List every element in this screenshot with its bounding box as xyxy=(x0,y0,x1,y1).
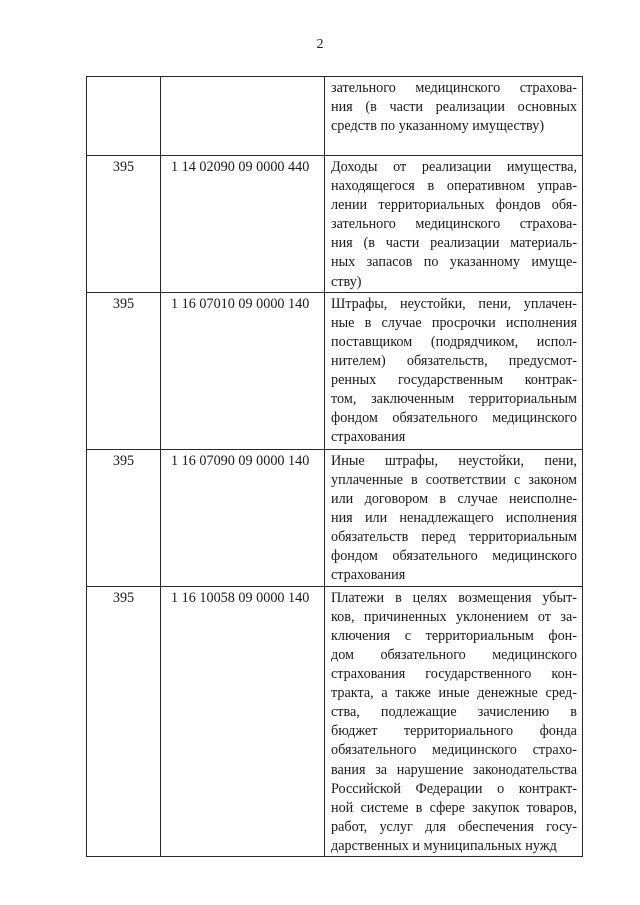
income-name-line: Российской Федерации о контракт- xyxy=(331,780,577,797)
income-name-line: нителем) обязательств, предусмот- xyxy=(331,352,577,369)
income-name-line: бюджет территориального фонда xyxy=(331,723,577,740)
income-name-line: Иные штрафы, неустойки, пени, xyxy=(331,452,577,469)
budget-code-cell: 1 16 07090 09 0000 140 xyxy=(161,449,325,586)
income-name-line: работ, услуг для обеспечения госу- xyxy=(331,818,577,835)
admin-code-cell: 395 xyxy=(87,449,161,586)
income-name-line: обязательств перед территориальным xyxy=(331,529,577,546)
income-name-line: фондом обязательного медицинского xyxy=(331,548,577,565)
income-name-line: Платежи в целях возмещения убыт- xyxy=(331,589,577,606)
income-name-line: ству) xyxy=(331,273,362,290)
income-name-line: ков, причиненных уклонением от за- xyxy=(331,608,577,625)
income-name-line: тракта, а также иные денежные сред- xyxy=(331,685,577,702)
income-name-line: уплаченные в соответствии с законом xyxy=(331,471,577,488)
income-name-cell xyxy=(325,77,583,156)
income-name-line: ренных государственным контрак- xyxy=(331,372,577,389)
income-name-line: страхования xyxy=(331,429,406,446)
income-name-line: находящегося в оперативном управ- xyxy=(331,178,577,195)
table-row xyxy=(87,449,583,586)
income-name-line: том, заключенным территориальным xyxy=(331,391,577,408)
income-name-line: зательного медицинского страхова- xyxy=(331,80,577,96)
income-name-line: ключения с территориальным фон- xyxy=(331,627,577,644)
income-name-cell xyxy=(325,449,583,586)
income-name-line: ства, подлежащие зачислению в xyxy=(331,704,577,721)
income-name-line: Штрафы, неустойки, пени, уплачен- xyxy=(331,295,577,312)
page-number: 2 xyxy=(316,37,324,52)
income-name-line: страхования xyxy=(331,567,406,584)
admin-code-cell xyxy=(87,77,161,156)
budget-code-cell: 1 16 10058 09 0000 140 xyxy=(161,586,325,856)
admin-code-cell: 395 xyxy=(87,586,161,856)
income-name-line: ния или ненадлежащего исполнения xyxy=(331,509,577,526)
table-row xyxy=(87,586,583,856)
income-name-line: ной системе в сфере закупок товаров, xyxy=(331,799,577,816)
income-name-line: поставщиком (подрядчиком, испол- xyxy=(331,333,577,350)
admin-code-cell: 395 xyxy=(87,156,161,293)
income-name-line: лении территориальных фондов обя- xyxy=(331,197,577,214)
budget-code-cell: 1 14 02090 09 0000 440 xyxy=(161,156,325,293)
budget-code-cell xyxy=(161,77,325,156)
income-name-cell xyxy=(325,586,583,856)
income-name-line: страхования государственного кон- xyxy=(331,666,577,683)
table-row xyxy=(87,292,583,449)
income-name-line: вания за нарушение законодательства xyxy=(331,761,577,778)
table-body xyxy=(87,77,583,857)
income-name-line: или договором в случае неисполне- xyxy=(331,490,577,507)
income-name-cell xyxy=(325,156,583,293)
income-name-line: ния (в части реализации материаль- xyxy=(331,235,577,252)
budget-classification-table xyxy=(86,76,583,857)
income-name-line: средств по указанному имуществу) xyxy=(331,118,545,135)
admin-code-cell: 395 xyxy=(87,292,161,449)
income-name-line: дарственных и муниципальных нужд xyxy=(331,837,557,854)
income-name-line: фондом обязательного медицинского xyxy=(331,410,577,427)
income-name-line: ния (в части реализации основных xyxy=(331,99,577,116)
income-name-cell xyxy=(325,292,583,449)
table-row xyxy=(87,77,583,156)
budget-code-cell: 1 16 07010 09 0000 140 xyxy=(161,292,325,449)
income-name-line: обязательного медицинского страхо- xyxy=(331,742,577,759)
income-name-line: дом обязательного медицинского xyxy=(331,646,577,663)
income-name-line: зательного медицинского страхова- xyxy=(331,216,577,233)
income-name-line: ных запасов по указанному имуще- xyxy=(331,254,577,271)
income-name-line: ные в случае просрочки исполнения xyxy=(331,314,577,331)
income-name-line: Доходы от реализации имущества, xyxy=(331,159,577,175)
table-row xyxy=(87,156,583,293)
